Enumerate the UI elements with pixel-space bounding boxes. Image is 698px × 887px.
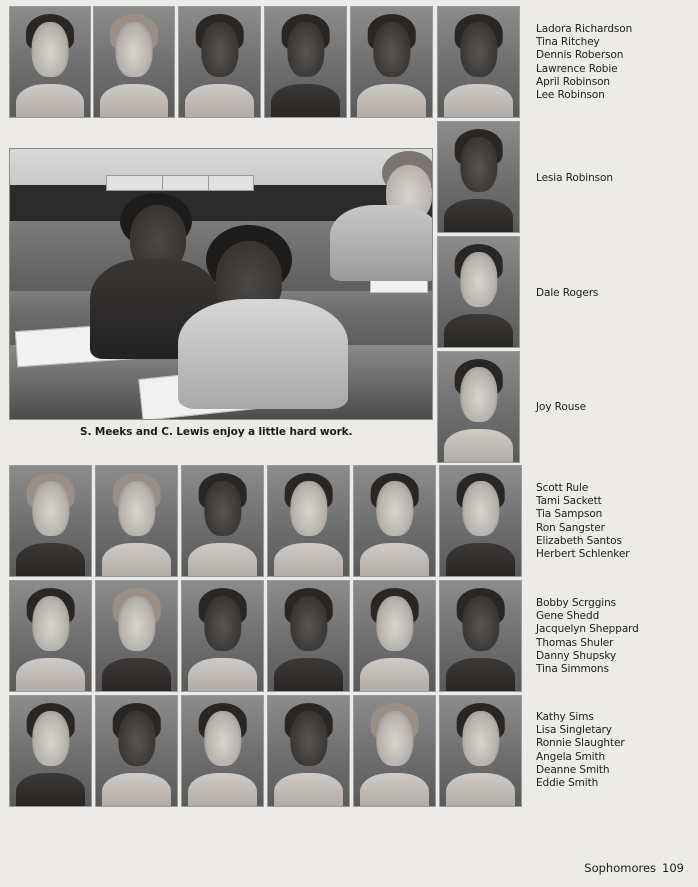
name-single-3 [536,401,586,414]
portrait-joy-rouse [437,351,520,463]
name-label: Herbert Schlenker [536,547,630,560]
names-row-2 [536,482,629,561]
names-row-1 [536,23,632,102]
name-label: Kathy Sims [536,711,594,723]
portrait-scott-rule [9,465,92,577]
name-single-2 [536,287,598,300]
name-label: Thomas Shuler [536,636,614,649]
name-label: April Robinson [536,75,610,88]
portrait-lisa-singletary [95,695,178,807]
portrait-april-robinson [350,6,433,118]
portrait-dennis-roberson [178,6,261,118]
name-label: Lee Robinson [536,88,605,101]
portrait-dale-rogers [437,236,520,348]
portrait-eddie-smith [439,695,522,807]
name-label: Ladora Richardson [536,23,633,35]
portrait-kathy-sims [9,695,92,807]
portrait-lawrence-robie [264,6,347,118]
page-number: 109 [662,861,684,875]
portrait-lee-robinson [437,6,520,118]
portrait-angela-smith [267,695,350,807]
name-label: Tia Sampson [536,508,603,521]
section-title: Sophomores [584,861,657,875]
name-label: Dennis Roberson [536,49,624,62]
portrait-herbert-schlenker [439,465,522,577]
photo-caption: S. Meeks and C. Lewis enjoy a little hard work. [80,426,353,438]
name-label: Ronnie Slaughter [536,737,625,750]
classroom-candid-photo [9,148,433,420]
name-label: Lisa Singletary [536,724,612,737]
name-label: Joy Rouse [536,401,587,413]
portrait-jacquelyn-sheppard [181,580,264,692]
portrait-ladora-richardson [9,6,91,118]
name-label: Eddie Smith [536,776,599,789]
portrait-danny-shupsky [353,580,436,692]
portrait-thomas-shuler [267,580,350,692]
portrait-tami-sackett [95,465,178,577]
name-label: Lawrence Robie [536,62,618,75]
name-single-1 [536,172,613,185]
name-label: Dale Rogers [536,287,599,299]
portrait-bobby-scrggins [9,580,92,692]
name-label: Tina Simmons [536,662,609,675]
name-label: Elizabeth Santos [536,534,622,547]
portrait-lesia-robinson [437,121,520,233]
portrait-ron-sangster [267,465,350,577]
names-row-4 [536,711,625,790]
names-row-3 [536,597,639,676]
portrait-gene-shedd [95,580,178,692]
portrait-tia-sampson [181,465,264,577]
name-label: Tami Sackett [536,495,602,508]
portrait-tina-ritchey [93,6,175,118]
name-label: Gene Shedd [536,610,600,623]
name-label: Lesia Robinson [536,172,613,184]
name-label: Tina Ritchey [536,36,600,49]
name-label: Danny Shupsky [536,649,617,662]
portrait-deanne-smith [353,695,436,807]
name-label: Ron Sangster [536,521,605,534]
name-label: Angela Smith [536,750,606,763]
portrait-ronnie-slaughter [181,695,264,807]
portrait-elizabeth-santos [353,465,436,577]
name-label: Scott Rule [536,482,589,494]
name-label: Deanne Smith [536,763,610,776]
name-label: Jacquelyn Sheppard [536,623,639,636]
page-footer [584,861,684,875]
portrait-tina-simmons [439,580,522,692]
name-label: Bobby Scrggins [536,597,617,609]
